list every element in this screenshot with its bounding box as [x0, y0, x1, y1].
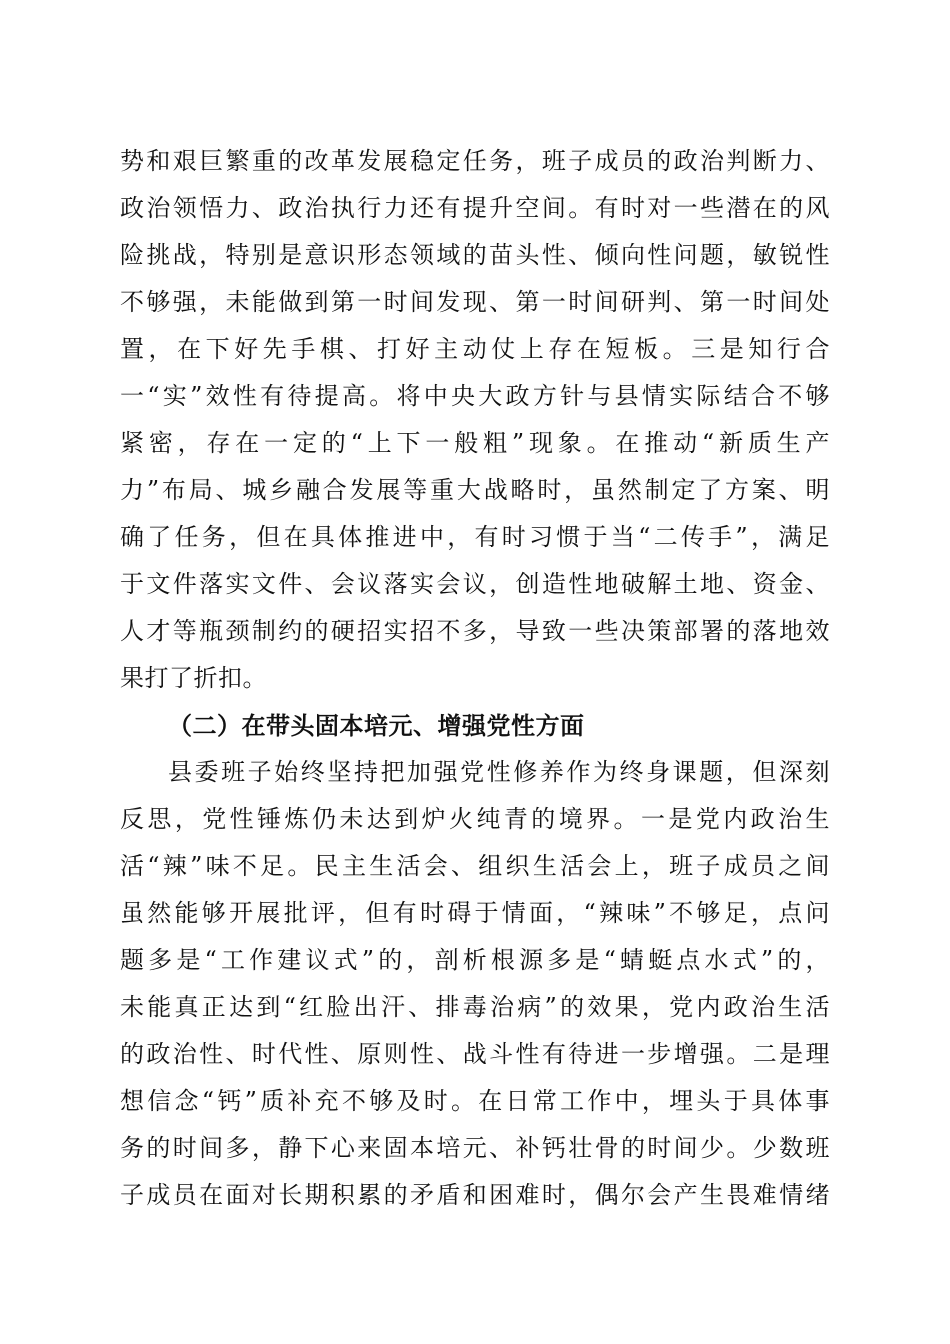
text-line: 虽然能够开展批评，但有时碍于情面，“辣味”不够足，点问 [120, 899, 830, 927]
text-line: 果打了折扣。 [120, 664, 267, 692]
text-line: 政治领悟力、政治执行力还有提升空间。有时对一些潜在的风 [120, 194, 830, 222]
text-line: 的政治性、时代性、原则性、战斗性有待进一步增强。二是理 [120, 1040, 830, 1068]
text-line: 县委班子始终坚持把加强党性修养作为终身课题，但深刻 [168, 758, 830, 786]
text-line: 确了任务，但在具体推进中，有时习惯于当“二传手”，满足 [120, 523, 830, 551]
text-line: 人才等瓶颈制约的硬招实招不多，导致一些决策部署的落地效 [120, 617, 830, 645]
text-line: 反思，党性锤炼仍未达到炉火纯青的境界。一是党内政治生 [120, 805, 830, 833]
text-line: 势和艰巨繁重的改革发展稳定任务，班子成员的政治判断力、 [120, 147, 830, 175]
text-line: 不够强，未能做到第一时间发现、第一时间研判、第一时间处 [120, 288, 830, 316]
text-line: 未能真正达到“红脸出汗、排毒治病”的效果，党内政治生活 [120, 993, 830, 1021]
document-body [120, 138, 830, 1219]
text-line: 紧密，存在一定的“上下一般粗”现象。在推动“新质生产 [120, 429, 830, 457]
text-line: 想信念“钙”质补充不够及时。在日常工作中，埋头于具体事 [120, 1087, 830, 1115]
text-line: 险挑战，特别是意识形态领域的苗头性、倾向性问题，敏锐性 [120, 241, 830, 269]
text-line: 活“辣”味不足。民主生活会、组织生活会上，班子成员之间 [120, 852, 830, 880]
text-line: 于文件落实文件、会议落实会议，创造性地破解土地、资金、 [120, 570, 830, 598]
text-line: 题多是“工作建议式”的，剖析根源多是“蜻蜓点水式”的， [120, 946, 830, 974]
text-line: 一“实”效性有待提高。将中央大政方针与县情实际结合不够 [120, 382, 830, 410]
text-line: 务的时间多，静下心来固本培元、补钙壮骨的时间少。少数班 [120, 1134, 830, 1162]
text-line: 置，在下好先手棋、打好主动仗上存在短板。三是知行合 [120, 335, 830, 363]
text-line: 子成员在面对长期积累的矛盾和困难时，偶尔会产生畏难情绪 [120, 1181, 830, 1209]
text-line: 力”布局、城乡融合发展等重大战略时，虽然制定了方案、明 [120, 476, 830, 504]
section-heading: （二）在带头固本培元、增强党性方面 [168, 711, 585, 740]
